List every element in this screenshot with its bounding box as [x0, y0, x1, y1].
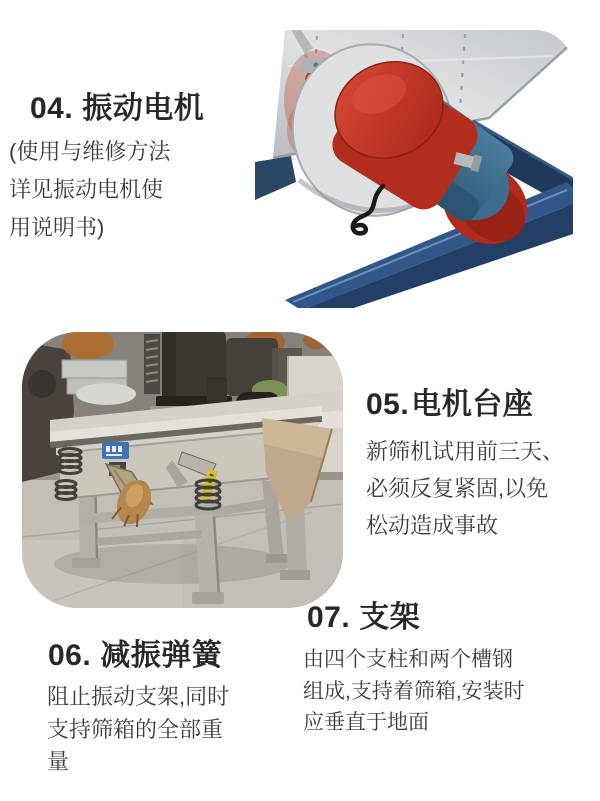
- body-text-line: 应垂直于地面: [303, 711, 429, 734]
- body-text-line: (使用与维修方法: [9, 139, 171, 164]
- brand-label: [102, 442, 129, 459]
- section-06-body: [47, 681, 229, 779]
- body-text-line: 量: [47, 749, 70, 774]
- section-07-title: [307, 601, 420, 634]
- section-05-title: [366, 388, 533, 421]
- body-text-line: 组成,支持着筛箱,安装时: [303, 679, 525, 703]
- section-04-heading: 振动电机: [82, 92, 205, 125]
- body-text-line: 由四个支柱和两个槽钢: [303, 648, 513, 671]
- section-04-title: [30, 92, 204, 125]
- vibration-motor-photo: [255, 30, 573, 308]
- section-05-body: [366, 433, 564, 544]
- section-07-number: 07.: [307, 601, 351, 634]
- body-text-line: 松动造成事故: [366, 513, 499, 538]
- section-04-body: [9, 133, 170, 247]
- section-06-number: 06.: [48, 639, 92, 672]
- body-text-line: 支持筛箱的全部重: [47, 716, 224, 742]
- section-05-number: 05.: [366, 388, 410, 421]
- vibration-motor-illustration: [255, 30, 573, 308]
- machine-illustration: [22, 332, 343, 608]
- section-05-heading: 电机台座: [411, 388, 534, 421]
- section-06-title: [48, 639, 222, 672]
- section-07-body: [303, 644, 525, 739]
- body-text-line: 新筛机试用前三天、: [366, 439, 565, 464]
- section-07-heading: 支架: [359, 601, 421, 634]
- machine-photo: [22, 332, 343, 608]
- body-text-line: 必须反复紧固,以免: [366, 476, 549, 501]
- section-04-number: 04.: [30, 92, 74, 125]
- body-text-line: 详见振动电机使: [9, 177, 164, 202]
- body-text-line: 阻止振动支架,同时: [47, 684, 230, 709]
- section-06-heading: 减振弹簧: [100, 639, 223, 672]
- body-text-line: 用说明书): [9, 215, 105, 240]
